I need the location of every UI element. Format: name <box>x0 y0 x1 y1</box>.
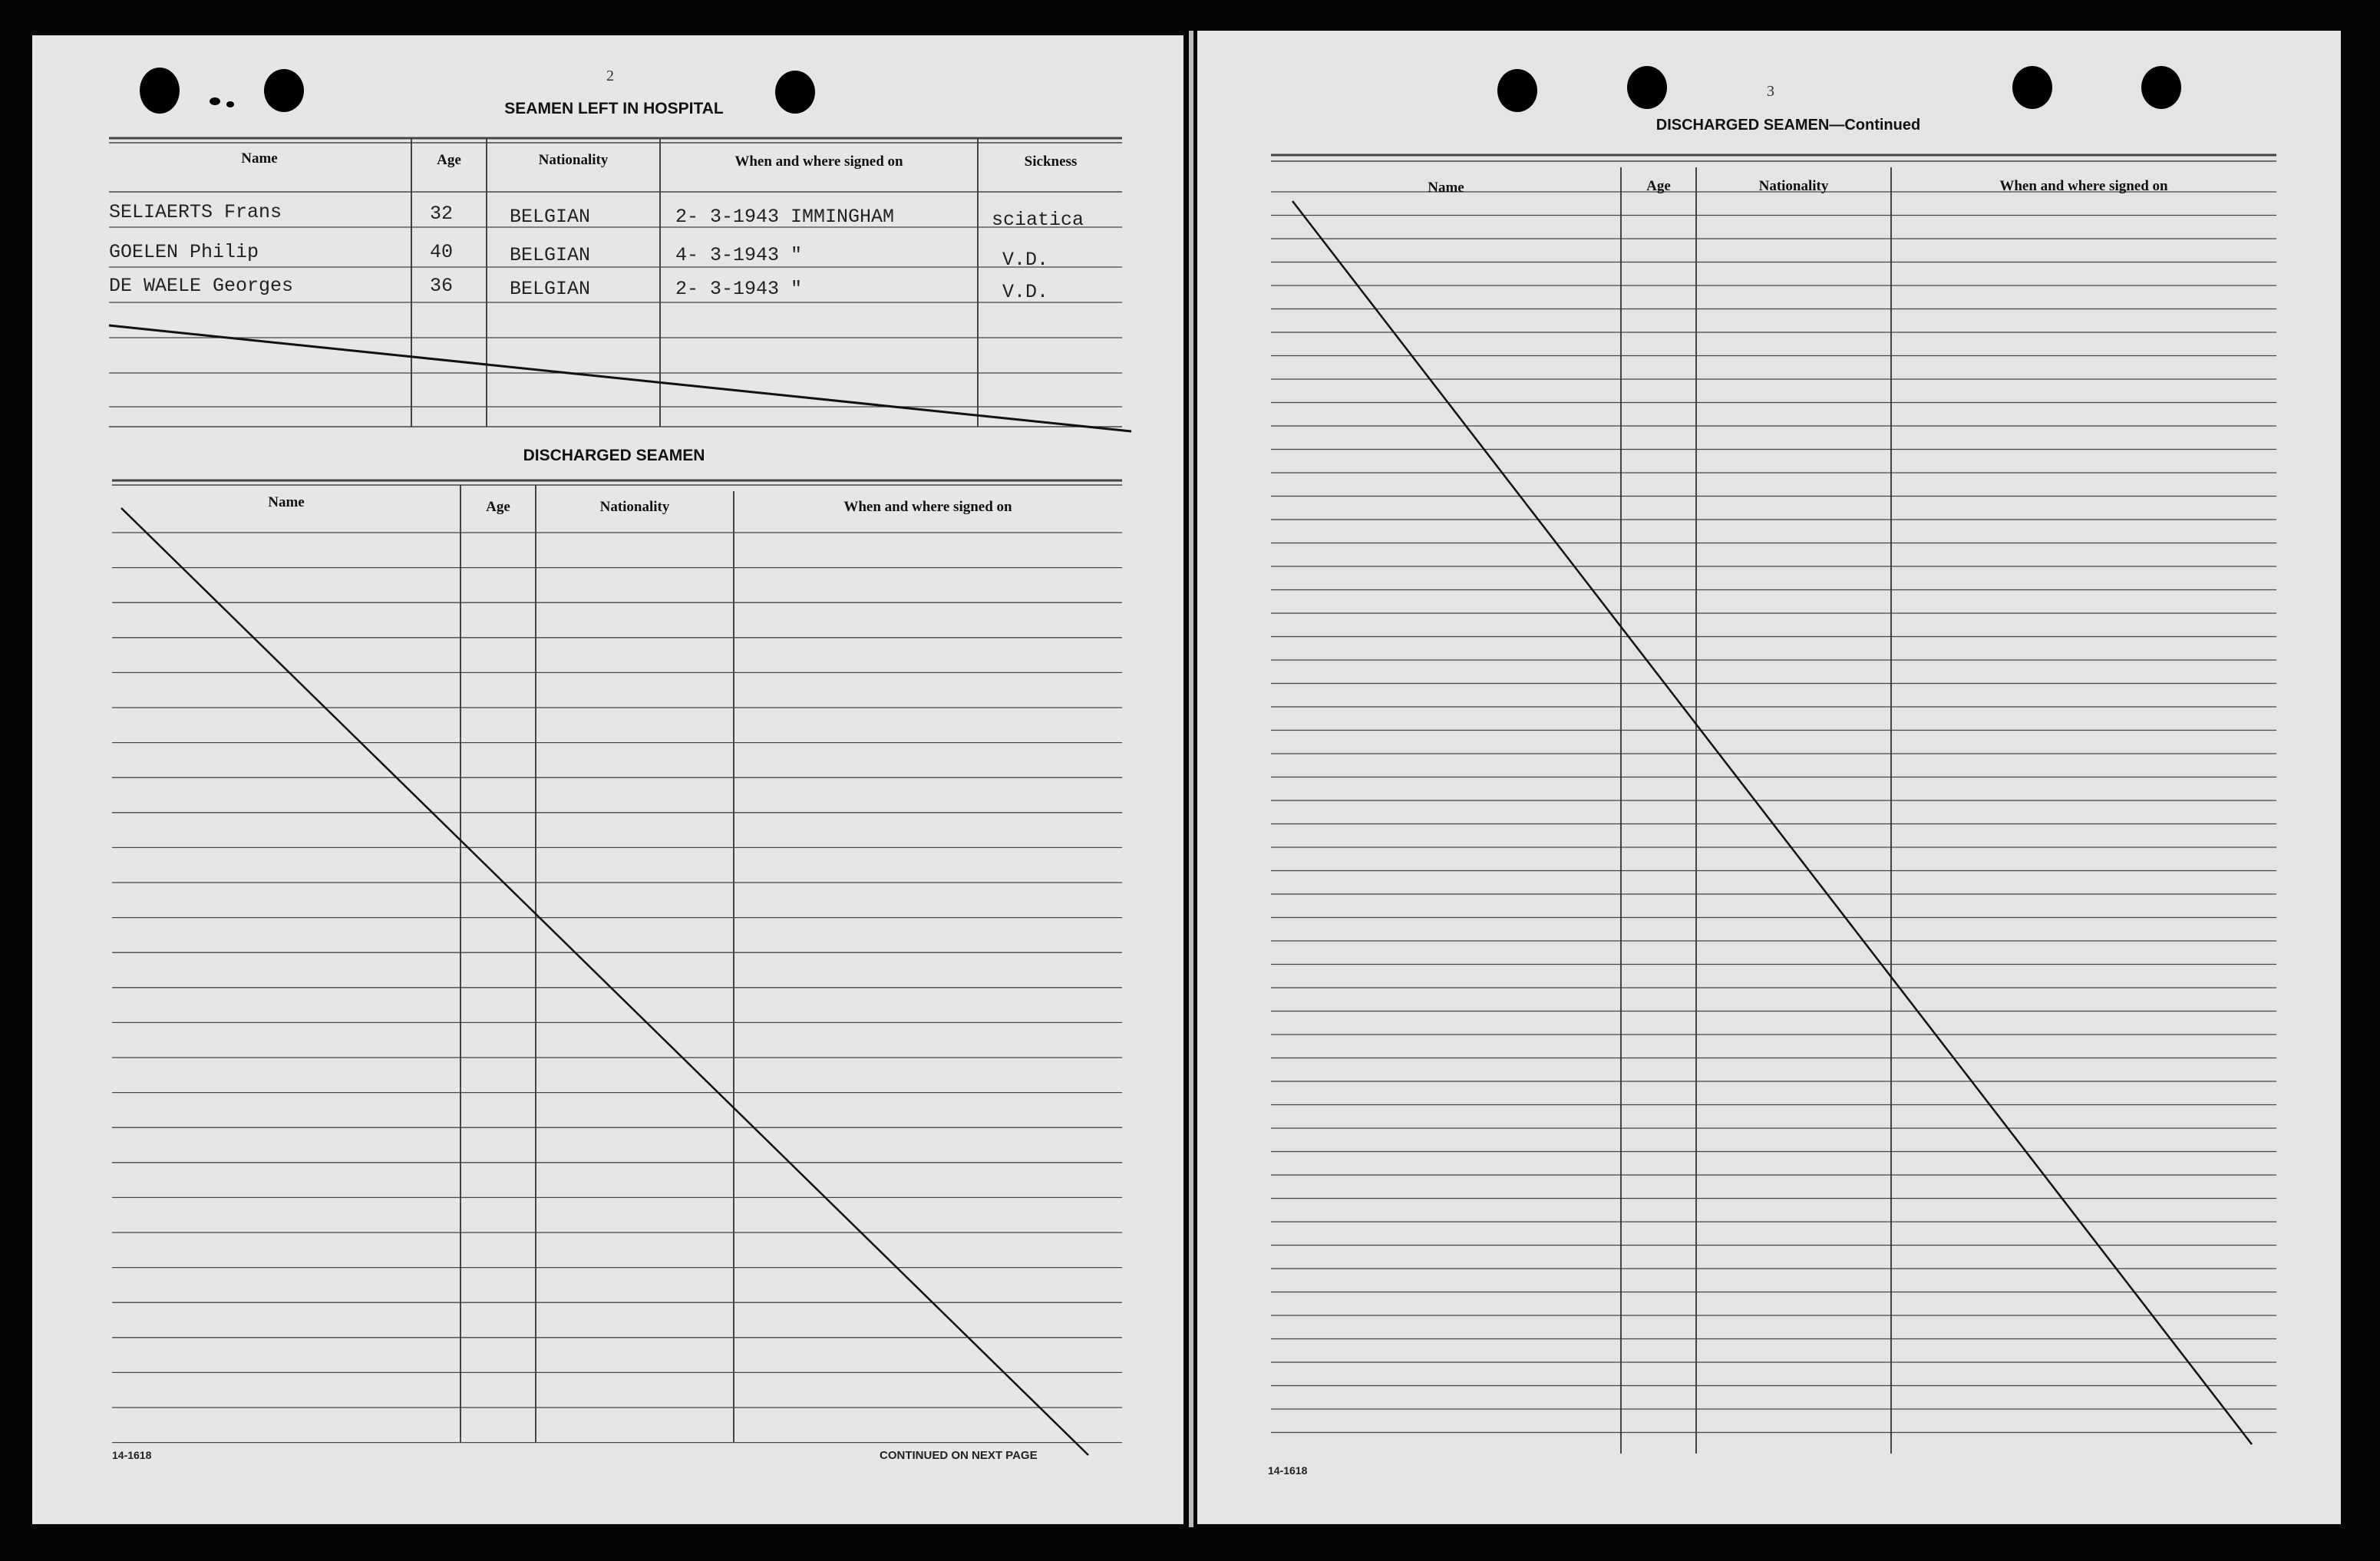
seaman-age: 40 <box>430 241 454 263</box>
seaman-name: DE WAELE Georges <box>109 275 294 297</box>
page-number-left: 2 <box>606 68 614 84</box>
seaman-sickness: V.D. <box>1002 249 1049 271</box>
continued-col-nationality: Nationality <box>1758 178 1829 194</box>
seaman-age: 36 <box>430 275 454 297</box>
discharged-col-signed-on: When and where signed on <box>843 499 1012 515</box>
hospital-col-name: Name <box>241 150 278 167</box>
form-number-right: 14-1618 <box>1268 1464 1308 1477</box>
continued-col-signed-on: When and where signed on <box>1999 178 2168 194</box>
page-number-right: 3 <box>1767 83 1774 100</box>
seaman-signed-on: 4- 3-1943 " <box>675 244 803 266</box>
continued-note: CONTINUED ON NEXT PAGE <box>880 1449 1038 1462</box>
hospital-col-nationality: Nationality <box>538 152 609 168</box>
seaman-nationality: BELGIAN <box>510 244 591 266</box>
hospital-col-age: Age <box>437 152 461 168</box>
seaman-signed-on: 2- 3-1943 IMMINGHAM <box>675 206 895 228</box>
discharged-col-age: Age <box>486 499 510 515</box>
seaman-sickness: V.D. <box>1002 281 1049 303</box>
discharged-continued-title: DISCHARGED SEAMEN—Continued <box>1655 117 1921 134</box>
discharged-section-title: DISCHARGED SEAMEN <box>523 447 705 464</box>
hospital-col-signed-on: When and where signed on <box>734 153 903 170</box>
seaman-nationality: BELGIAN <box>510 278 591 300</box>
seaman-signed-on: 2- 3-1943 " <box>675 278 803 300</box>
hospital-section-title: SEAMEN LEFT IN HOSPITAL <box>504 100 724 117</box>
seaman-name: SELIAERTS Frans <box>109 201 282 223</box>
seaman-age: 32 <box>430 203 454 225</box>
seaman-sickness: sciatica <box>992 209 1084 231</box>
discharged-col-name: Name <box>268 494 305 510</box>
hospital-col-sickness: Sickness <box>1024 153 1078 170</box>
continued-col-age: Age <box>1646 178 1671 194</box>
form-number-left: 14-1618 <box>112 1449 152 1461</box>
seaman-nationality: BELGIAN <box>510 206 591 228</box>
continued-col-name: Name <box>1428 180 1464 196</box>
seaman-name: GOELEN Philip <box>109 241 259 263</box>
discharged-col-nationality: Nationality <box>599 499 670 515</box>
